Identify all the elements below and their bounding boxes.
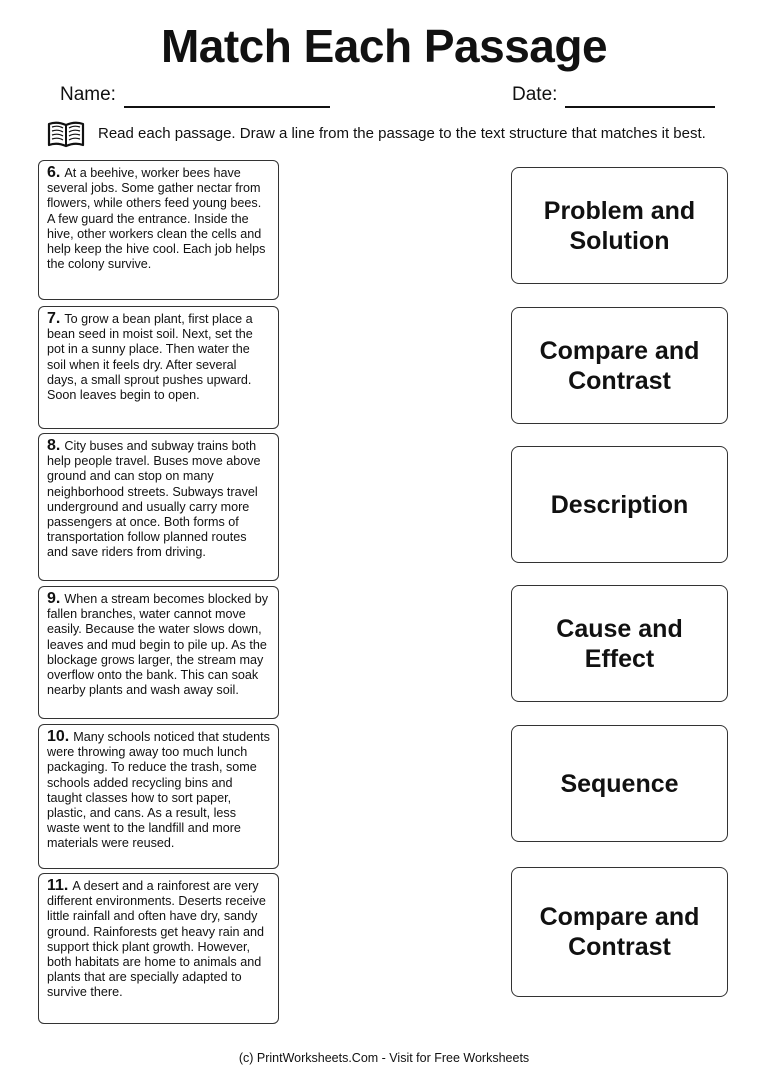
structure-box-compare-and-contrast[interactable]: Compare and Contrast [511,307,728,424]
name-label: Name: [60,84,116,105]
passage-number: 8. [47,437,61,454]
structure-box-sequence[interactable]: Sequence [511,725,728,842]
passage-9[interactable] [38,586,279,719]
passage-6[interactable] [38,160,279,300]
structure-box-problem-and-solution[interactable]: Problem and Solution [511,167,728,284]
structure-box-compare-and-contrast-2[interactable]: Compare and Contrast [511,867,728,997]
date-blank-line[interactable] [565,86,715,108]
passage-number: 7. [47,310,61,327]
passage-text: To grow a bean plant, first place a bean seed in moist soil. Next, set the pot in a sunny place. Then water the soil when it feels dry. After several days, a small sprout pushes upward. Soon leaves begin to open. [47,312,253,403]
passage-text: A desert and a rainforest are very different environments. Deserts receive little rainfall and often have dry, sandy ground. Rainforests get heavy rain and support thick plant growth. However, both habitats are home to animals and plants that are specially adapted to survive there. [47,879,266,1000]
date-label: Date: [512,84,558,105]
passage-8[interactable] [38,433,279,581]
passage-number: 11. [47,877,69,894]
passage-7[interactable] [38,306,279,429]
date-field [512,82,715,108]
passage-text: City buses and subway trains both help people travel. Buses move above ground and can stop on many neighborhood streets. Subways travel underground and usually carry more passengers at once. Both forms of transportation follow planned routes and save riders from driving. [47,439,261,560]
passage-text: At a beehive, worker bees have several jobs. Some gather nectar from flowers, while others feed young bees. A few guard the entrance. Inside the hive, other workers clean the cells and help keep the hive cool. Each job helps the colony survive. [47,166,266,272]
passage-text: Many schools noticed that students were throwing away too much lunch packaging. To reduce the trash, some schools added recycling bins and taught classes how to sort paper, plastic, and cans. As a result, less waste went to the landfill and more materials were reused. [47,730,270,851]
name-field [60,82,330,108]
name-blank-line[interactable] [124,86,330,108]
footer-credit: (c) PrintWorksheets.Com - Visit for Free Worksheets [238,1051,530,1065]
structure-box-description[interactable]: Description [511,446,728,563]
instructions [46,118,706,150]
open-book-icon [46,118,86,150]
passage-number: 9. [47,590,61,607]
page-title: Match Each Passage [160,20,608,72]
passage-number: 10. [47,728,70,745]
passage-number: 6. [47,164,61,181]
passage-11[interactable] [38,873,279,1024]
passage-10[interactable] [38,724,279,869]
passage-text: When a stream becomes blocked by fallen branches, water cannot move easily. Because the water slows down, leaves and mud begin to pile up. As the blockage grows larger, the stream may overflow onto the bank. This can soak nearby plants and wash away soil. [47,592,269,698]
structure-box-cause-and-effect[interactable]: Cause and Effect [511,585,728,702]
instructions-text: Read each passage. Draw a line from the passage to the text structure that matches it best. [98,125,706,142]
